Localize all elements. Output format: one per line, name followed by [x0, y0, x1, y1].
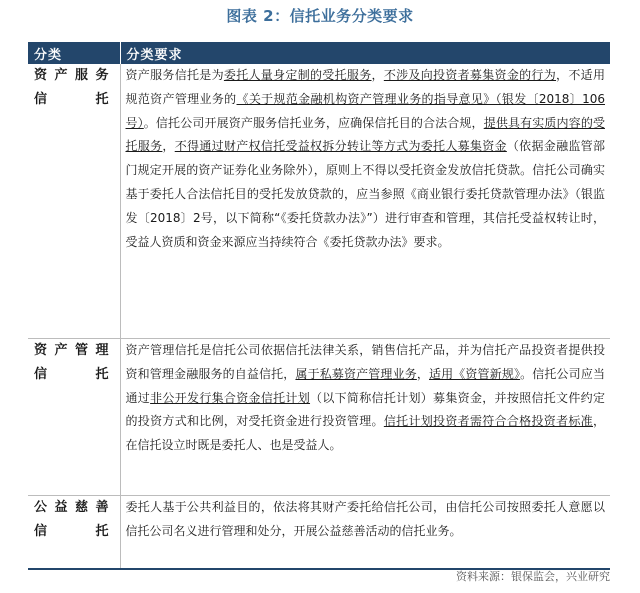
text-segment: ，不适用规范资产管理业务的	[125, 68, 605, 106]
text-segment: ，	[371, 68, 384, 82]
table-row	[28, 339, 610, 496]
text-segment: ，	[416, 366, 429, 381]
underlined-text-segment: 《关于规范金融机构资产管理业务的指导意见》（银发〔2018〕106号）	[125, 91, 605, 130]
row-requirements-asset-service	[120, 64, 610, 339]
text-segment: 资产服务信托是为	[125, 68, 224, 82]
text-segment: ，在信托设立时既是委托人、也是受益人。	[125, 414, 605, 453]
row-requirements-asset-management	[120, 339, 610, 496]
header-requirements: 分类要求	[120, 42, 610, 64]
row-category-charity: 公益慈善信托	[28, 496, 120, 570]
header-category: 分类	[28, 42, 120, 64]
text-segment: 。信托公司开展资产服务信托业务，应确保信托目的合法合规，	[143, 115, 484, 130]
table-header-row	[28, 42, 610, 64]
underlined-text-segment: 委托人量身定制的受托服务	[223, 68, 372, 82]
underlined-text-segment: 属于私募资产管理业务	[295, 366, 417, 381]
trust-classification-table	[28, 42, 610, 570]
row-requirements-charity	[120, 496, 610, 570]
text-segment: 资产管理信托是信托公司依据信托法律关系，销售信托产品，并为信托产品投资者提供投资和管理金融服务的自益信托，	[125, 343, 605, 381]
underlined-text-segment: 不涉及向投资者募集资金的行为	[383, 68, 557, 82]
text-segment: （依据金融监管部门规定开展的资产证券化业务除外），原则上不得以受托资金发放信托贷款。信托公司确实基于委托人合法信托目的受托发放贷款的，应当参照《商业银行委托贷款管理办法》（银监发〔2018〕2号，以下简称“《委托贷款办法》”）进行审查和管理，其信托受益权转让时，受益人资质和资金来源应当持续符合《委托贷款办法》要求。	[125, 139, 605, 249]
text-segment: 委托人基于公共利益目的，依法将其财产委托给信托公司，由信托公司按照委托人意愿以信托公司名义进行管理和处分，开展公益慈善活动的信托业务。	[125, 500, 605, 538]
underlined-text-segment: 提供具有实质内容的受托服务	[125, 115, 605, 154]
row-category-asset-service: 资产服务信托	[28, 64, 120, 339]
underlined-text-segment: 信托计划投资者需符合合格投资者标准	[383, 414, 593, 429]
table-row	[28, 64, 610, 339]
row-category-asset-management: 资产管理信托	[28, 339, 120, 496]
text-segment: ，	[162, 139, 175, 154]
table-row	[28, 496, 610, 570]
text-segment: 。信托公司应当通过	[125, 366, 605, 405]
underlined-text-segment: 非公开发行集合资金信托计划	[150, 390, 311, 405]
text-segment: （以下简称信托计划）募集资金，并按照信托文件约定的投资方式和比例，对受托资金进行投资管理。	[125, 390, 605, 429]
underlined-text-segment: 适用《资管新规》	[429, 366, 521, 381]
underlined-text-segment: 不得通过财产权信托受益权拆分转让等方式为委托人募集资金	[174, 139, 507, 154]
source-note: 资料来源：银保监会，兴业研究	[456, 570, 610, 583]
chart-title: 图表 2：信托业务分类要求	[226, 7, 414, 25]
